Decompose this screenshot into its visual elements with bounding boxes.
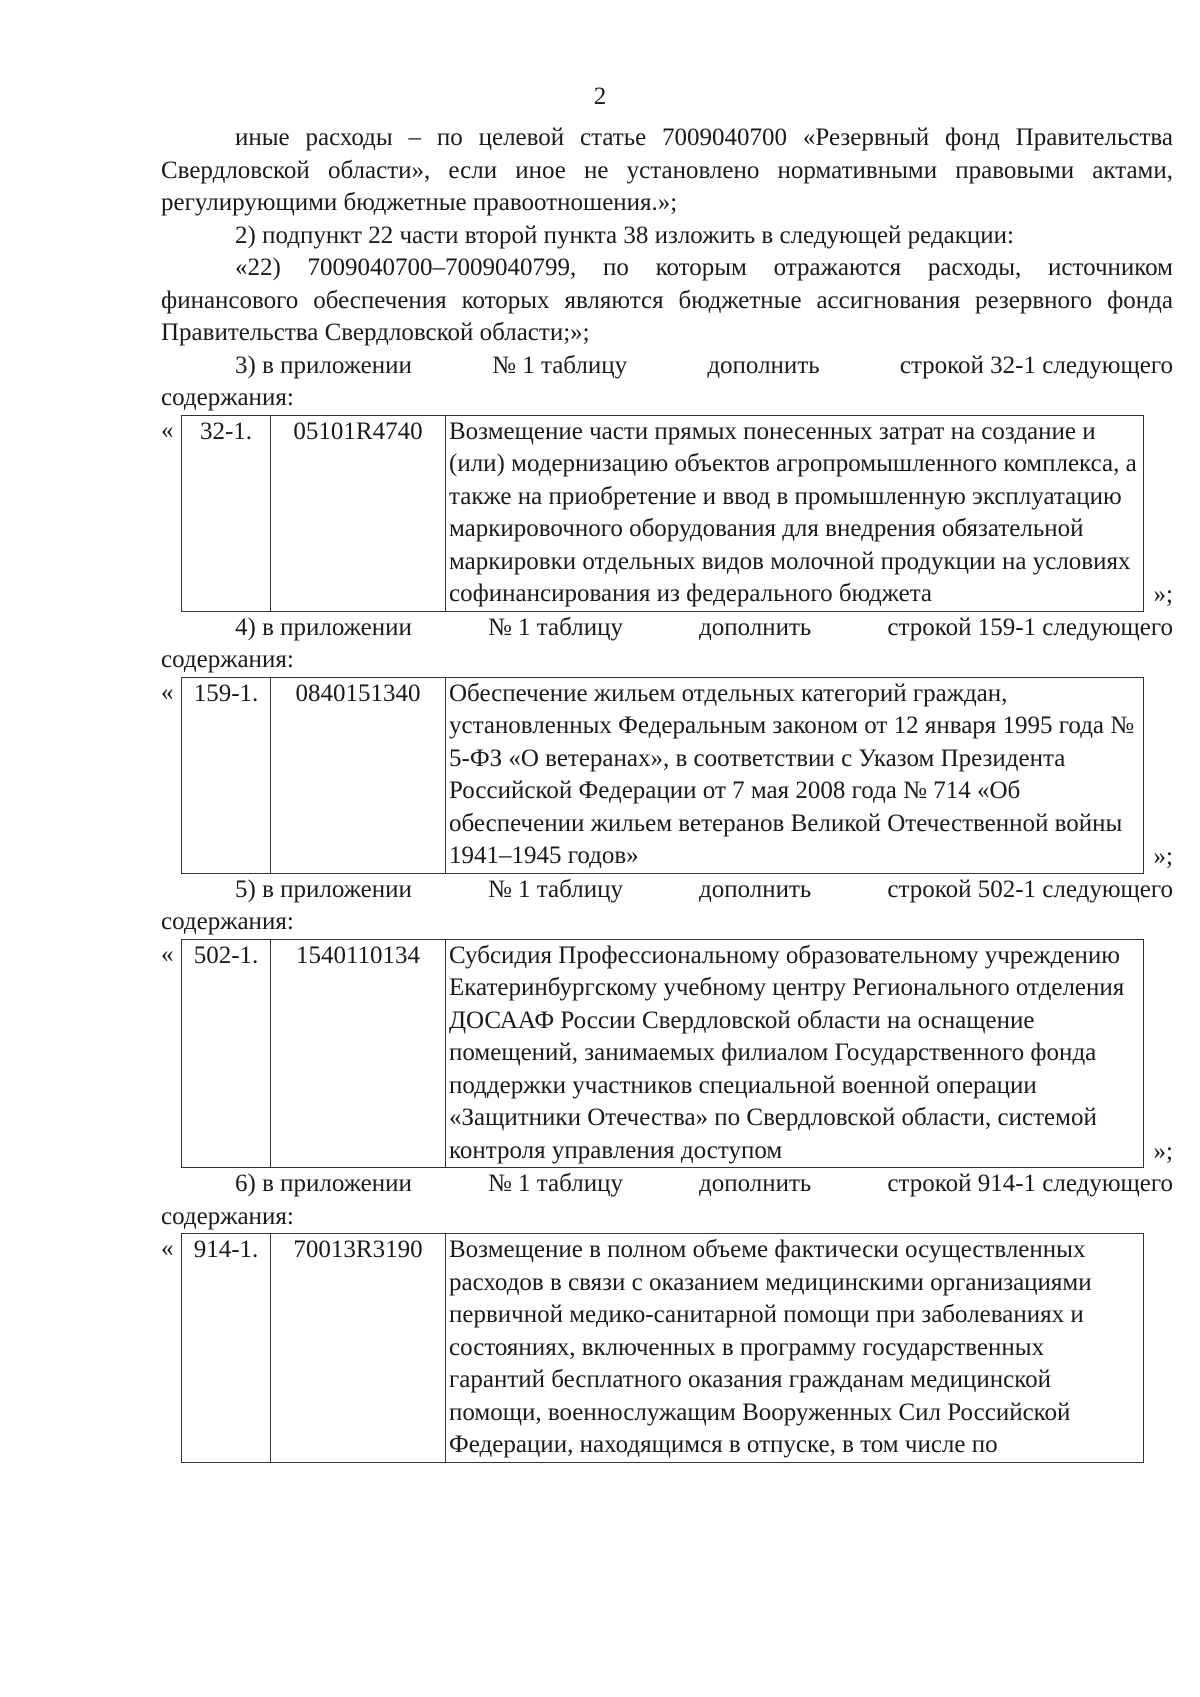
quote-close: »; xyxy=(1153,843,1173,870)
entry-table xyxy=(181,677,1144,874)
quote-close: »; xyxy=(1153,581,1173,608)
table-row xyxy=(182,1234,1144,1463)
entry-table xyxy=(181,939,1144,1169)
row-number: 159-1. xyxy=(182,677,271,873)
entry-table xyxy=(181,415,1144,612)
entry-table xyxy=(181,1233,1144,1463)
inserted-row-159-1 xyxy=(161,677,1173,874)
intro-item-6: 6) в приложении № 1 таблицу дополнить строкой 914-1 следующего xyxy=(235,1170,1173,1197)
target-code: 05101R4740 xyxy=(271,415,446,611)
content-label: содержания: xyxy=(161,384,294,411)
quote-open: « xyxy=(161,1235,174,1262)
paragraph-item-2: 2) подпункт 22 части второй пункта 38 изложить в следующей редакции: xyxy=(235,221,1014,249)
page-number: 2 xyxy=(593,83,607,110)
inserted-row-502-1 xyxy=(161,939,1173,1169)
row-description: Субсидия Профессиональному образовательному учреждению Екатеринбургскому учебному центру Регионального отделения ДОСААФ России Свердловской области на оснащение помещений, занимаемых филиалом Государственного фонда поддержки участников специальной военной операции «Защитники Отечества» по Свердловской области, системой контроля управления доступом xyxy=(446,939,1144,1168)
row-description: Обеспечение жильем отдельных категорий граждан, установленных Федеральным законом от 12 января 1995 года № 5-ФЗ «О ветеранах», в соответствии с Указом Президента Российской Федерации от 7 мая 2008 года № 714 «Об обеспечении жильем ветеранов Великой Отечественной войны 1941–1945 годов» xyxy=(446,677,1144,873)
content-label: содержания: xyxy=(161,908,294,935)
row-description: Возмещение части прямых понесенных затрат на создание и (или) модернизацию объектов агропромышленного комплекса, а также на приобретение и ввод в промышленную эксплуатацию маркировочного оборудования для внедрения обязательной маркировки отдельных видов молочной продукции на условиях софинансирования из федерального бюджета xyxy=(446,415,1144,611)
target-code: 0840151340 xyxy=(271,677,446,873)
intro-item-4: 4) в приложении № 1 таблицу дополнить строкой 159-1 следующего xyxy=(235,613,1173,641)
intro-item-5: 5) в приложении № 1 таблицу дополнить строкой 502-1 следующего xyxy=(235,875,1173,903)
row-number: 502-1. xyxy=(182,939,271,1168)
row-number: 32-1. xyxy=(182,415,271,611)
table-row xyxy=(182,939,1144,1168)
document-body xyxy=(161,122,1173,1463)
table-row xyxy=(182,677,1144,873)
paragraph-reserve-fund: иные расходы – по целевой статье 7009040700 «Резервный фонд Правительства Свердловской области», если иное не установлено нормативными правовыми актами, регулирующими бюджетные правоотношения.»; xyxy=(161,124,1173,216)
quote-open: « xyxy=(161,416,174,444)
intro-item-3: 3) в приложении № 1 таблицу дополнить строкой 32-1 следующего xyxy=(235,351,1173,379)
table-row xyxy=(182,415,1144,611)
quote-close: »; xyxy=(1153,1137,1173,1165)
inserted-row-32-1 xyxy=(161,415,1173,612)
content-label: содержания: xyxy=(161,1202,294,1230)
row-number: 914-1. xyxy=(182,1234,271,1463)
row-description: Возмещение в полном объеме фактически осуществленных расходов в связи с оказанием медицинскими организациями первичной медико-санитарной помощи при заболеваниях и состояниях, включенных в программу государственных гарантий бесплатного оказания гражданам медицинской помощи, военнослужащим Вооруженных Сил Российской Федерации, находящимся в отпуске, в том числе по xyxy=(446,1234,1144,1463)
inserted-row-914-1 xyxy=(161,1233,1173,1463)
paragraph-item-22: «22) 7009040700–7009040799, по которым отражаются расходы, источником финансового обеспечения которых являются бюджетные ассигнования резервного фонда Правительства Свердловской области;»; xyxy=(161,254,1173,346)
target-code: 70013R3190 xyxy=(271,1234,446,1463)
quote-open: « xyxy=(161,678,174,706)
quote-open: « xyxy=(161,940,174,968)
content-label: содержания: xyxy=(161,646,294,673)
target-code: 1540110134 xyxy=(271,939,446,1168)
